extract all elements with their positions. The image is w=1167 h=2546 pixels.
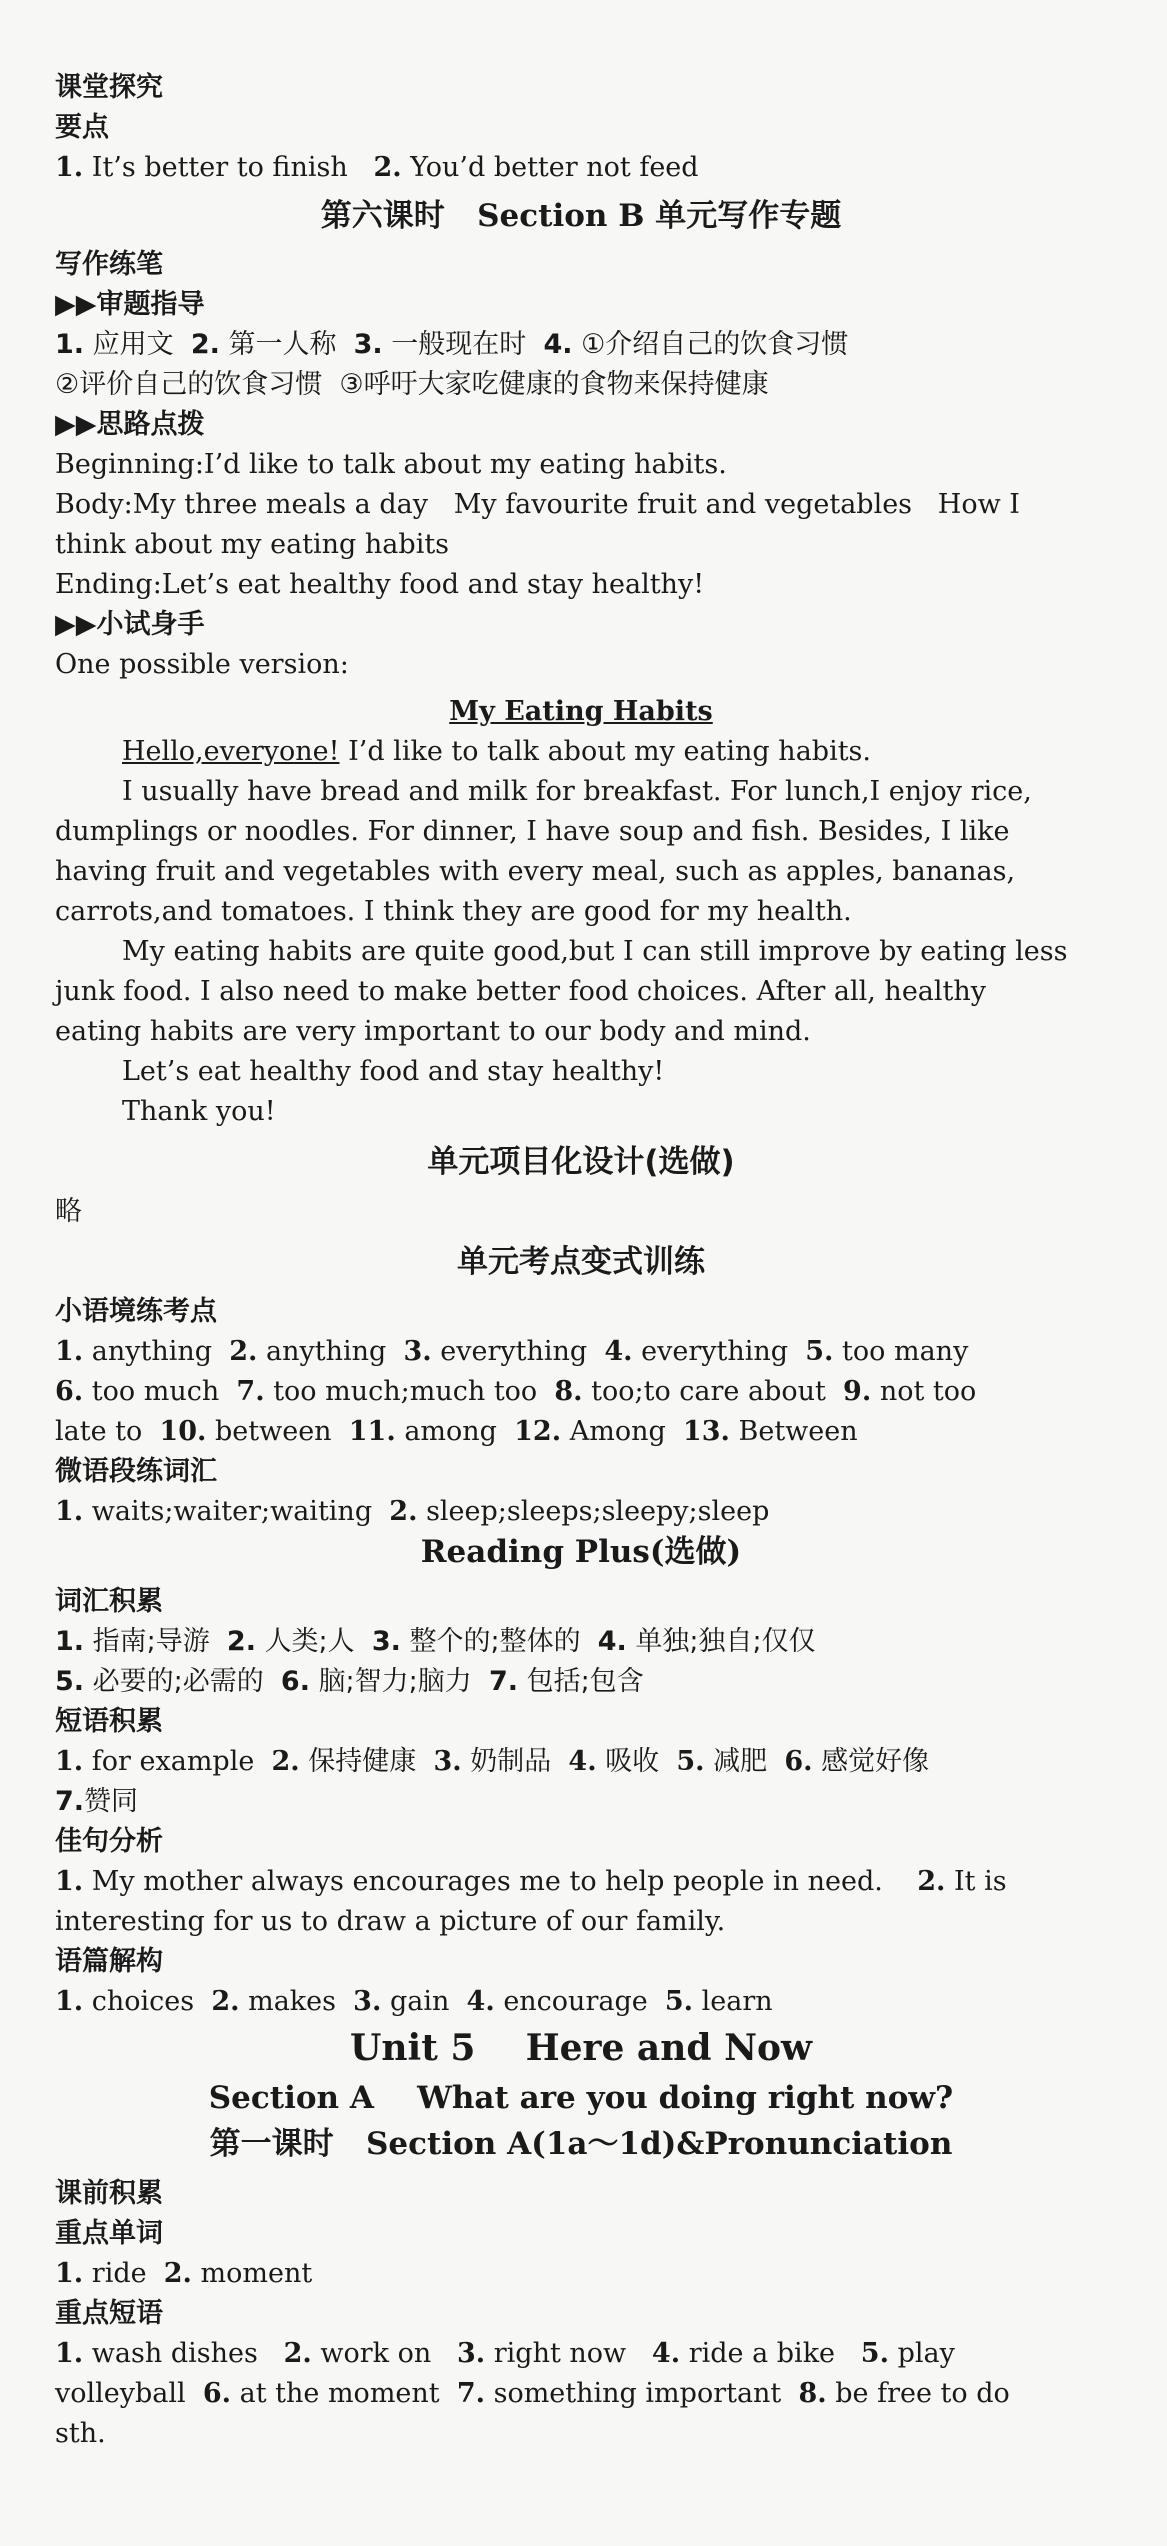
essay-line: Thank you! — [122, 1096, 276, 1127]
arrow-icon: ▶▶ — [55, 609, 97, 640]
analysis-answers-1: 1. 应用文 2. 第一人称 3. 一般现在时 4. ①介绍自己的饮食习惯 — [55, 329, 849, 360]
essay-line: I usually have bread and milk for breakfast. For lunch,I enjoy rice, — [122, 776, 1032, 807]
phrases-answers: 1. for example 2. 保持健康 3. 奶制品 4. 吸收 5. 减肥 6. 感觉好像 — [55, 1746, 930, 1777]
essay-line: Hello,everyone! I’d like to talk about my eating habits. — [122, 736, 871, 767]
heading-vocabulary: 词汇积累 — [55, 1586, 163, 1617]
heading-try: ▶▶小试身手 — [55, 609, 205, 640]
essay-line: dumplings or noodles. For dinner, I have soup and fish. Besides, I like — [55, 816, 1010, 847]
arrow-icon: ▶▶ — [55, 289, 97, 320]
heading-discourse: 语篇解构 — [55, 1946, 163, 1977]
lesson6-title: 第六课时 Section B 单元写作专题 — [320, 198, 842, 234]
key-phrases-answers: sth. — [55, 2418, 106, 2449]
heading-analysis: ▶▶审题指导 — [55, 289, 205, 320]
key-points-answers: 1. It’s better to finish 2. You’d better not feed — [55, 152, 699, 183]
heading-key-phrases: 重点短语 — [55, 2298, 163, 2329]
essay-line: eating habits are very important to our body and mind. — [55, 1016, 811, 1047]
training-title: 单元考点变式训练 — [457, 1244, 705, 1280]
arrow-icon: ▶▶ — [55, 409, 97, 440]
context-answers: 1. anything 2. anything 3. everything 4. everything 5. too many — [55, 1336, 969, 1367]
heading-key-words: 重点单词 — [55, 2218, 163, 2249]
context-answers: late to 10. between 11. among 12. Among 13. Between — [55, 1416, 858, 1447]
ideas-line: Ending:Let’s eat healthy food and stay healthy! — [55, 569, 705, 600]
heading-ideas: ▶▶思路点拨 — [55, 409, 205, 440]
project-title: 单元项目化设计(选做) — [427, 1144, 735, 1180]
heading-classroom: 课堂探究 — [55, 72, 163, 103]
unit5-lesson-title: 第一课时 Section A(1a～1d)&Pronunciation — [209, 2126, 953, 2162]
heading-key-points: 要点 — [55, 112, 109, 143]
key-words-answers: 1. ride 2. moment — [55, 2258, 313, 2289]
sentence-answers: interesting for us to draw a picture of our family. — [55, 1906, 726, 1937]
context-answers: 6. too much 7. too much;much too 8. too;to care about 9. not too — [55, 1376, 977, 1407]
ideas-line: Body:My three meals a day My favourite fruit and vegetables How I — [55, 489, 1020, 520]
discourse-answers: 1. choices 2. makes 3. gain 4. encourage 5. learn — [55, 1986, 773, 2017]
sentence-answers: 1. My mother always encourages me to help people in need. 2. It is — [55, 1866, 1007, 1897]
heading-preclass: 课前积累 — [55, 2178, 163, 2209]
vocab-paragraph-answers: 1. waits;waiter;waiting 2. sleep;sleeps;sleepy;sleep — [55, 1496, 770, 1527]
essay-title: My Eating Habits — [449, 696, 713, 727]
heading-context: 小语境练考点 — [55, 1296, 217, 1327]
heading-vocab-paragraph: 微语段练词汇 — [55, 1456, 217, 1487]
unit5-section-title: Section A What are you doing right now? — [208, 2080, 954, 2116]
analysis-answers-2: ②评价自己的饮食习惯 ③呼吁大家吃健康的食物来保持健康 — [55, 369, 769, 400]
heading-sentences: 佳句分析 — [55, 1826, 163, 1857]
key-phrases-answers: volleyball 6. at the moment 7. something important 8. be free to do — [55, 2378, 1010, 2409]
unit5-title: Unit 5 Here and Now — [349, 2027, 813, 2069]
reading-plus-title: Reading Plus(选做) — [420, 1534, 742, 1570]
ideas-line: Beginning:I’d like to talk about my eating habits. — [55, 449, 727, 480]
vocabulary-answers: 5. 必要的;必需的 6. 脑;智力;脑力 7. 包括;包含 — [55, 1666, 644, 1697]
project-body: 略 — [55, 1196, 82, 1227]
vocabulary-answers: 1. 指南;导游 2. 人类;人 3. 整个的;整体的 4. 单独;独自;仅仅 — [55, 1626, 816, 1657]
essay-line: Let’s eat healthy food and stay healthy! — [122, 1056, 665, 1087]
essay-line: junk food. I also need to make better food choices. After all, healthy — [55, 976, 987, 1007]
ideas-line: think about my eating habits — [55, 529, 450, 560]
essay-line: having fruit and vegetables with every meal, such as apples, bananas, — [55, 856, 1016, 887]
essay-line: My eating habits are quite good,but I can still improve by eating less — [122, 936, 1068, 967]
key-phrases-answers: 1. wash dishes 2. work on 3. right now 4. ride a bike 5. play — [55, 2338, 955, 2369]
heading-phrases: 短语积累 — [55, 1706, 163, 1737]
phrases-answers: 7.赞同 — [55, 1786, 139, 1817]
possible-version: One possible version: — [55, 649, 349, 680]
heading-writing-practice: 写作练笔 — [55, 249, 163, 280]
essay-line: carrots,and tomatoes. I think they are good for my health. — [55, 896, 852, 927]
